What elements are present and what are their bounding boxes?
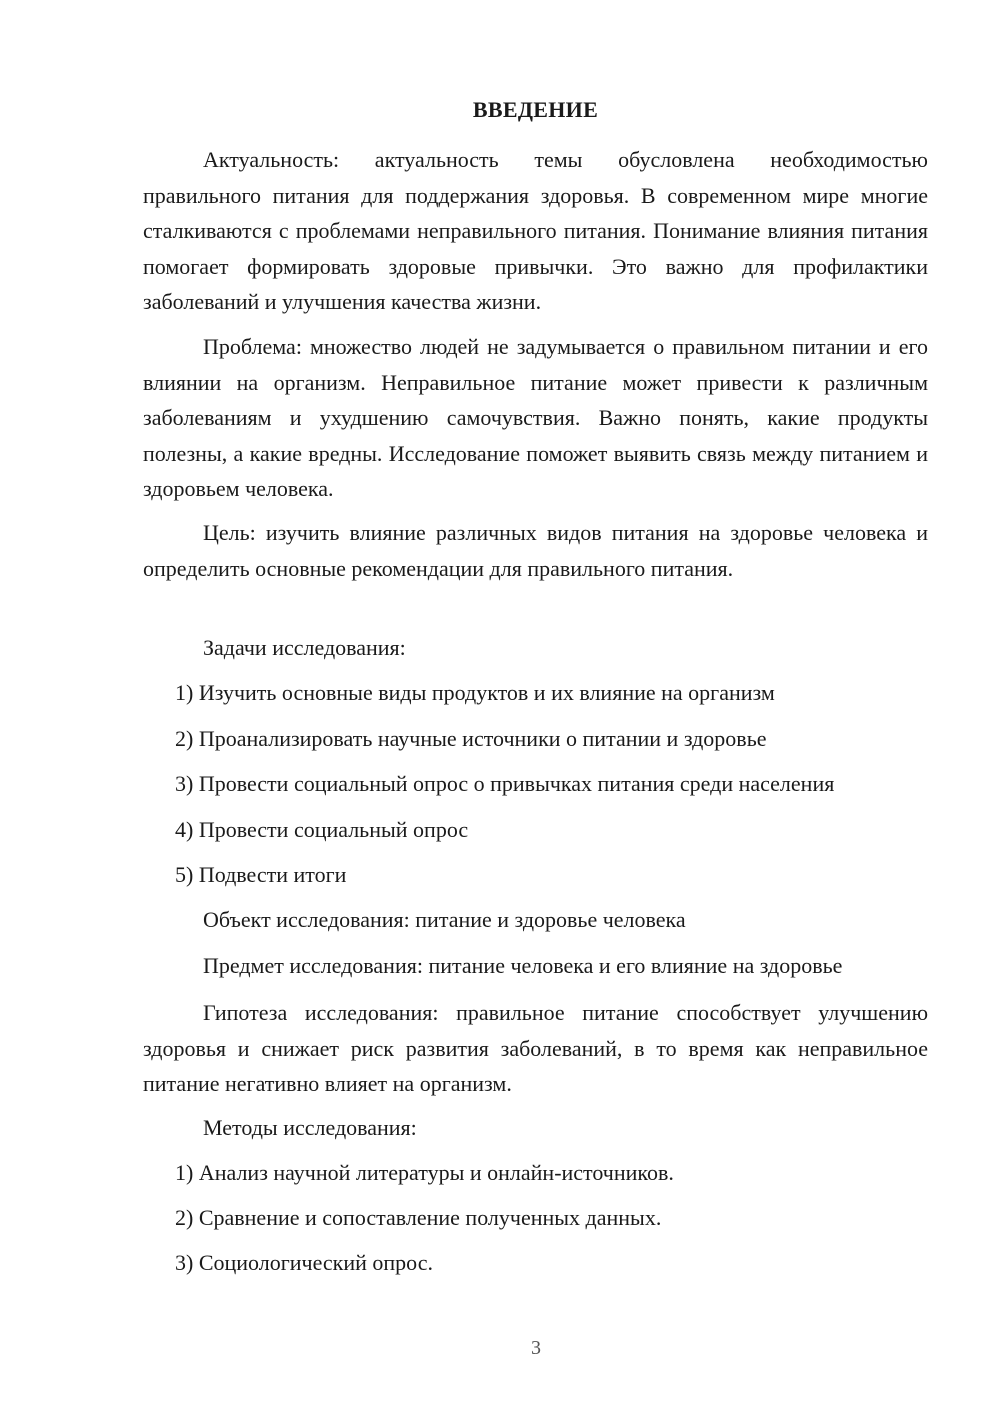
task-item: 5) Подвести итоги (175, 862, 347, 887)
paragraph-hypothesis: Гипотеза исследования: правильное питание способствует улучшению здоровья и снижает риск развития заболеваний, в то время как неправильное питание негативно влияет на организм. (143, 1000, 928, 1096)
tasks-heading: Задачи исследования: (203, 635, 406, 660)
section-title: ВВЕДЕНИЕ (472, 97, 599, 122)
method-item: 2) Сравнение и сопоставление полученных данных. (175, 1205, 662, 1230)
page-number: 3 (531, 1337, 541, 1359)
task-item: 1) Изучить основные виды продуктов и их влияние на организм (175, 680, 775, 705)
method-item: 3) Социологический опрос. (175, 1250, 433, 1275)
paragraph-relevance: Актуальность: актуальность темы обусловлена необходимостью правильного питания для поддержания здоровья. В современном мире многие сталкиваются с проблемами неправильного питания. Понимание влияния питания помогает формировать здоровые привычки. Это важно для профилактики заболеваний и улучшения качества жизни. (143, 147, 928, 314)
paragraph-goal: Цель: изучить влияние различных видов питания на здоровье человека и определить основные рекомендации для правильного питания. (143, 520, 928, 581)
methods-heading: Методы исследования: (203, 1115, 417, 1140)
task-item: 3) Провести социальный опрос о привычках питания среди населения (175, 771, 835, 796)
research-subject: Предмет исследования: питание человека и его влияние на здоровье (203, 953, 843, 978)
research-object: Объект исследования: питание и здоровье человека (203, 907, 686, 932)
paragraph-problem: Проблема: множество людей не задумывается о правильном питании и его влиянии на организм. Неправильное питание может привести к различным заболеваниям и ухудшению самочувствия. Важно понять, какие продукты полезны, а какие вредны. Исследование поможет выявить связь между питанием и здоровьем человека. (143, 334, 928, 501)
task-item: 4) Провести социальный опрос (175, 817, 469, 842)
task-item: 2) Проанализировать научные источники о питании и здоровье (175, 726, 767, 751)
method-item: 1) Анализ научной литературы и онлайн-источников. (175, 1160, 674, 1185)
